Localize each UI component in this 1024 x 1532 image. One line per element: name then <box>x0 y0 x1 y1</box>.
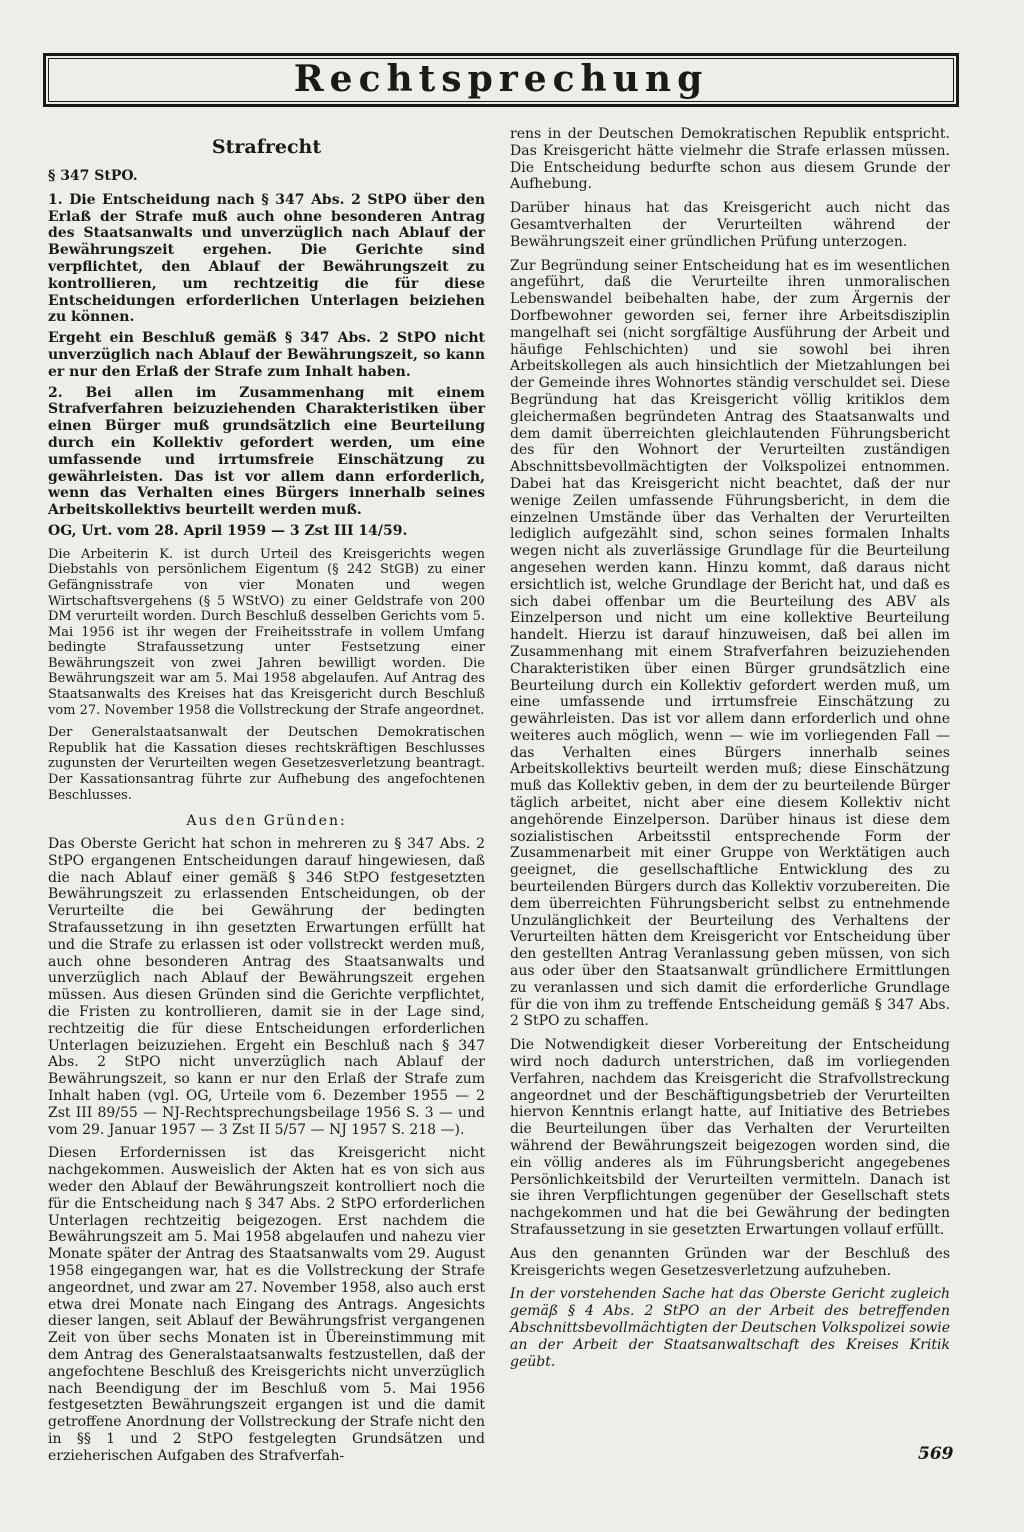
editorial-note: In der vorstehenden Sache hat das Oberste Gericht zugleich gemäß § 4 Abs. 2 StPO an der Arbeit des betreffenden Abschnittsbevollmächtigten der Deutschen Volkspolizei sowie an der Arbeit der Staatsanwaltschaft des Kreises Kritik geübt. <box>510 1286 950 1370</box>
headnote-1: 1. Die Entscheidung nach § 347 Abs. 2 StPO über den Erlaß der Strafe muß auch ohne besonderen Antrag des Staatsanwalts und unverzüglich nach Ablauf der Bewährungszeit ergehen. Die Gerichte sind verpflichtet, den Ablauf der Bewährungszeit zu kontrollieren, um rechtzeitig die für diese Entscheidungen erforderlichen Unterlagen beiziehen zu können. <box>48 191 485 326</box>
law-reference: § 347 StPO. <box>48 168 138 184</box>
facts-paragraph-2: Der Generalstaatsanwalt der Deutschen Demokratischen Republik hat die Kassation dieses rechtskräftigen Beschlusses zugunsten der Verurteilten wegen Gesetzesverletzung beantragt. Der Kassationsantrag führte zur Aufhebung des angefochtenen Beschlusses. <box>48 725 485 803</box>
headnote-2: Ergeht ein Beschluß gemäß § 347 Abs. 2 StPO nicht unverzüglich nach Ablauf der Bewährungszeit, so kann er nur den Erlaß der Strafe zum Inhalt haben. <box>48 330 485 380</box>
right-column <box>510 126 950 1377</box>
body-paragraph-1: rens in der Deutschen Demokratischen Republik entspricht. Das Kreisgericht hätte vielmehr die Strafe erlassen müssen. Die Entscheidung bedurfte schon aus diesem Grunde der Aufhebung. <box>510 126 950 193</box>
page-number: 569 <box>918 1444 954 1464</box>
headnote-3: 2. Bei allen im Zusammenhang mit einem Strafverfahren beizuziehenden Charakteristiken über einen Bürger muß grundsätzlich eine Beurteilung durch ein Kollektiv gefordert werden, um eine umfassende und irrtumsfreie Einschätzung zu gewährleisten. Das ist vor allem dann erforderlich, wenn das Verhalten eines Bürgers innerhalb seines Arbeitskollektivs beurteilt werden muß. <box>48 384 485 519</box>
facts-paragraph-1: Die Arbeiterin K. ist durch Urteil des Kreisgerichts wegen Diebstahls von persönlichem Eigentum (§ 242 StGB) zu einer Gefängnisstrafe von vier Monaten und wegen Wirtschaftsvergehens (§ 5 WStVO) zu einer Geldstrafe von 200 DM verurteilt worden. Durch Beschluß desselben Gerichts vom 5. Mai 1956 ist ihr wegen der Freiheitsstrafe in vollem Umfang bedingte Strafaussetzung unter Festsetzung einer Bewährungszeit von zwei Jahren bewilligt worden. Die Bewährungszeit war am 5. Mai 1958 abgelaufen. Auf Antrag des Staatsanwalts des Kreises hat das Kreisgericht durch Beschluß vom 27. November 1958 die Vollstreckung der Strafe angeordnet. <box>48 546 485 718</box>
left-column <box>48 130 485 1472</box>
body-paragraph-5: Aus den genannten Gründen war der Beschluß des Kreisgerichts wegen Gesetzesverletzung aufzuheben. <box>510 1245 950 1279</box>
page-title: Rechtsprechung <box>293 58 709 100</box>
reasons-heading: Aus den Gründen: <box>186 813 347 830</box>
body-paragraph-2: Darüber hinaus hat das Kreisgericht auch nicht das Gesamtverhalten der Verurteilten während der Bewährungszeit einer gründlichen Prüfung unterzogen. <box>510 200 950 250</box>
body-paragraph-4: Die Notwendigkeit dieser Vorbereitung der Entscheidung wird noch dadurch unterstrichen, daß im vorliegenden Verfahren, nachdem das Kreisgericht die Strafvollstreckung angeordnet und der Beschäftigungsbetrieb der Verurteilten hiervon Kenntnis erlangt hatte, auf Initiative des Betriebes die Beurteilungen über das Verhalten der Verurteilten während der Bewährungszeit beigezogen worden sind, die ein völlig anderes als im Führungsbericht angegebenes Persönlichkeitsbild der Verurteilten vermitteln. Danach ist sie ihren Verpflichtungen gegenüber der Gesellschaft stets nachgekommen und hat die bei Gewährung der bedingten Strafaussetzung in sie gesetzten Erwartungen vollauf erfüllt. <box>510 1037 950 1238</box>
reasons-paragraph-2: Diesen Erfordernissen ist das Kreisgericht nicht nachgekommen. Ausweislich der Akten hat es von sich aus weder den Ablauf der Bewährungszeit kontrolliert noch die für die Entscheidung nach § 347 Abs. 2 StPO erforderlichen Unterlagen rechtzeitig beigezogen. Erst nachdem die Bewährungszeit am 5. Mai 1958 abgelaufen und nahezu vier Monate später der Antrag des Staatsanwalts vom 29. August 1958 eingegangen war, hat es die Vollstreckung der Strafe angeordnet, und zwar am 27. November 1958, also auch erst etwa drei Monate nach Eingang des Antrags. Angesichts dieser langen, seit Ablauf der Bewährungsfrist vergangenen Zeit von über sechs Monaten ist in Übereinstimmung mit dem Antrag des Generalstaatsanwalts festzustellen, daß der angefochtene Beschluß des Kreisgerichts nicht unverzüglich nach Beendigung der im Beschluß vom 5. Mai 1956 festgesetzten Bewährungszeit ergangen ist und die damit getroffene Anordnung der Vollstreckung der Strafe nicht den in §§ 1 und 2 StPO festgelegten Grundsätzen und erzieherischen Aufgaben des Strafverfah- <box>48 1145 485 1464</box>
case-citation: OG, Urt. vom 28. April 1959 — 3 Zst III 14/59. <box>48 522 408 539</box>
section-title: Strafrecht <box>211 136 322 158</box>
reasons-paragraph-1: Das Oberste Gericht hat schon in mehreren zu § 347 Abs. 2 StPO ergangenen Entscheidungen darauf hingewiesen, daß die nach Ablauf einer gemäß § 346 StPO festgesetzten Bewährungszeit zu erlassenden Entscheidungen, ob der Verurteilte die bei Gewährung der bedingten Strafaussetzung in ihn gesetzten Erwartungen erfüllt hat und die Strafe zu erlassen ist oder vollstreckt werden muß, auch ohne besonderen Antrag des Staatsanwalts und unverzüglich nach Ablauf der Bewährungszeit ergehen müssen. Aus diesen Gründen sind die Gerichte verpflichtet, die Fristen zu kontrollieren, damit sie in der Lage sind, rechtzeitig die für diese Entscheidungen erforderlichen Unterlagen beizuziehen. Ergeht ein Beschluß nach § 347 Abs. 2 StPO nicht unverzüglich nach Ablauf der Bewährungszeit, so kann er nur den Erlaß der Strafe zum Inhalt haben (vgl. OG, Urteile vom 6. Dezember 1955 — 2 Zst III 89/55 — NJ-Rechtsprechungsbeilage 1956 S. 3 — und vom 29. Januar 1957 — 3 Zst II 5/57 — NJ 1957 S. 218 —). <box>48 836 485 1138</box>
body-paragraph-3: Zur Begründung seiner Entscheidung hat es im wesentlichen angeführt, daß die Verurteilte ihren unmoralischen Lebenswandel beibehalten habe, der zum Ärgernis der Dorfbewohner geworden sei, ferner ihre Arbeitsdisziplin mangelhaft sei (nicht sorgfältige Ausführung der Arbeit und häufige Fehlschichten) und sie sowohl bei ihren Arbeitskollegen als auch hinsichtlich der Mietzahlungen bei der Gemeinde ihres Wohnortes ständig verschuldet sei. Diese Begründung hat das Kreisgericht völlig kritiklos dem gleichermaßen begründeten Antrag des Staatsanwalts und dem damit überreichten gleichlautenden Führungsbericht des für den Wohnort der Verurteilten zuständigen Abschnittsbevollmächtigten der Volkspolizei entnommen. Dabei hat das Kreisgericht nicht beachtet, daß der nur wenige Zeilen umfassende Führungsbericht, in dem die einzelnen Umstände über das Verhalten der Verurteilten lediglich aufgezählt sind, schon seines formalen Inhalts wegen nicht als zuverlässige Grundlage für die Beurteilung angesehen werden kann. Hinzu kommt, daß daraus nicht ersichtlich ist, welche Grundlage der Bericht hat, und daß es sich dabei offenbar um die Beurteilung des ABV als Einzelperson und nicht um eine kollektive Beurteilung handelt. Hierzu ist darauf hinzuweisen, daß bei allen im Zusammenhang mit einem Strafverfahren beizuziehenden Charakteristiken über einen Bürger grundsätzlich eine Beurteilung durch ein Kollektiv gefordert werden muß, um eine umfassende und irrtumsfreie Einschätzung zu gewährleisten. Das ist vor allem dann erforderlich und ohne weiteres auch möglich, wenn — wie im vorliegenden Fall — das Verhalten eines Bürgers innerhalb seines Arbeitskollektivs beurteilt werden muß; diese Einschätzung muß das Kollektiv geben, in dem der zu beurteilende Bürger täglich arbeitet, nicht aber eine diesem Kollektiv nicht angehörende Einzelperson. Darüber hinaus ist diese dem sozialistischen Arbeitsstil entsprechende Form der Zusammenarbeit mit einer Gruppe von Werktätigen auch geeignet, die gesellschaftliche Entwicklung des zu beurteilenden Bürgers durch das Kollektiv vorzubereiten. Die dem überreichten Führungsbericht selbst zu entnehmende Unzulänglichkeit der Beurteilung des Verhaltens der Verurteilten hätten dem Kreisgericht vor Entscheidung über den gestellten Antrag Veranlassung geben müssen, von sich aus oder über den Staatsanwalt gründlichere Ermittlungen zu veranlassen und sich damit die erforderliche Grundlage für die von ihm zu treffende Entscheidung gemäß § 347 Abs. 2 StPO zu schaffen. <box>510 257 950 1030</box>
section-header-box <box>43 53 959 107</box>
